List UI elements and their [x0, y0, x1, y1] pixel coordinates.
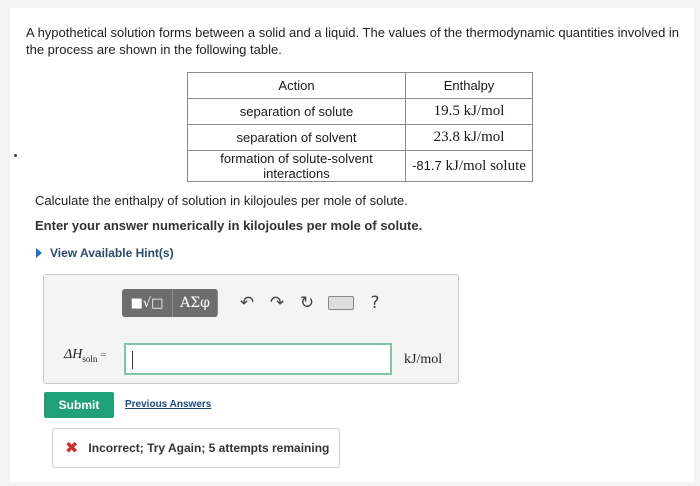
- view-hints-link[interactable]: [36, 246, 174, 260]
- answer-panel: [43, 274, 459, 384]
- answer-input[interactable]: [124, 343, 392, 375]
- submit-button[interactable]: Submit: [44, 392, 114, 418]
- row-enthalpy: [406, 151, 533, 182]
- row-action: separation of solute: [188, 99, 406, 125]
- feedback-box: [52, 428, 340, 468]
- bullet-dot: [14, 154, 17, 157]
- header-action: Action: [188, 73, 406, 99]
- expand-triangle-icon: [36, 248, 42, 258]
- table-row: [188, 125, 533, 151]
- row-enthalpy: 23.8 kJ/mol: [406, 125, 533, 151]
- keyboard-icon[interactable]: [328, 296, 354, 310]
- row-action: formation of solute-solvent interactions: [188, 151, 406, 182]
- incorrect-x-icon: ✖: [65, 440, 79, 457]
- enthalpy-unit: kJ/mol solute: [441, 157, 526, 174]
- previous-answers-link[interactable]: Previous Answers: [125, 399, 212, 410]
- row-enthalpy: 19.5 kJ/mol: [406, 99, 533, 125]
- hint-label: View Available Hint(s): [50, 246, 174, 260]
- equals-sign: =: [97, 349, 107, 361]
- delta-h-label: [64, 347, 106, 364]
- table-header-row: [188, 73, 533, 99]
- table-row: [188, 151, 533, 182]
- enthalpy-table: [187, 72, 533, 182]
- question-text: Calculate the enthalpy of solution in kilojoules per mole of solute.: [35, 193, 408, 208]
- header-enthalpy: Enthalpy: [406, 73, 533, 99]
- answer-unit: kJ/mol: [404, 352, 443, 367]
- text-caret: [132, 351, 133, 369]
- symbols-button[interactable]: ΑΣφ: [173, 289, 218, 317]
- redo-icon[interactable]: ↷: [269, 293, 285, 313]
- help-icon[interactable]: ?: [370, 293, 380, 313]
- intro-text: A hypothetical solution forms between a solid and a liquid. The values of the thermodynamic quantities involved in the process are shown in the following table.: [26, 25, 680, 57]
- instruction-text: Enter your answer numerically in kilojoules per mole of solute.: [35, 218, 423, 233]
- templates-button[interactable]: ■√□: [122, 289, 173, 317]
- delta-h-symbol: ΔH: [64, 347, 83, 362]
- undo-icon[interactable]: ↶: [239, 293, 255, 313]
- math-toolbar: [122, 289, 390, 317]
- row-action: separation of solvent: [188, 125, 406, 151]
- problem-page: [10, 8, 694, 482]
- table-row: [188, 99, 533, 125]
- delta-h-subscript: soln: [82, 353, 98, 364]
- enthalpy-value: -81.7: [412, 157, 442, 173]
- reset-icon[interactable]: ↻: [299, 293, 315, 313]
- feedback-text: Incorrect; Try Again; 5 attempts remaining: [88, 441, 330, 455]
